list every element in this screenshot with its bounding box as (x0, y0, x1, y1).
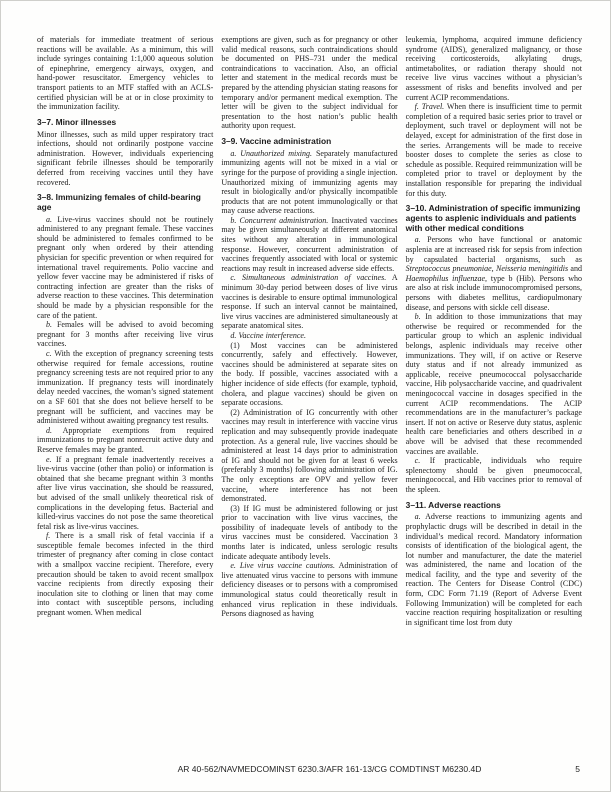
paragraph: f. Travel. When there is insufficient time to permit completion of a required basic series prior to travel or deployment, such travel or deployment will not be delayed, except for administration of the first dose in the series. Arrangements will be made to receive booster doses to complete the series as close to schedule as possible. Required reimmunization will be completed prior to travel or deployment by the installation responsible for preparing the individual for this duty. (405, 102, 582, 198)
paragraph: Minor illnesses, such as mild upper respiratory tract infections, should not ordinarily postpone vaccine administration. However, individuals experiencing significant febrile illnesses should be temporarily deferred from receiving vaccines until they have recovered. (37, 129, 214, 187)
paragraph: a. Adverse reactions to immunizing agents and prophylactic drugs will be described in detail in the individual’s medical record. Mandatory information consists of identification of the biological agent, the lot number and manufacturer, the date the materiel was administered, the name and location of the medical facility, and the type and severity of the reaction. The Centers for Disease Control (CDC) form, CDC Form 71.19 (Report of Adverse Event Following Immunization) will be completed for each vaccine reaction requiring hospitalization or resulting in significant time lost from duty (405, 512, 582, 627)
section-heading: 3–8. Immunizing females of child-bearing age (37, 192, 201, 212)
paragraph: d. Vaccine interference. (230, 331, 306, 341)
paragraph: a. Unauthorized mixing. Separately manufactured immunizing agents will not be mixed in a vial or syringe for the purpose of providing a single injection. Unauthorized mixing of immunizing agents may result in biologically and/or physically incompatible products that are not potent immunologically or that may cause adverse reactions. (221, 148, 398, 216)
section-heading: 3–9. Vaccine administration (221, 135, 332, 146)
paragraph: of materials for immediate treatment of serious reactions will be available. As a minimum, this will include syringes containing 1:1,000 aqueous solution of epinephrine, emergency airways, oxygen, and hand-power resuscitator. Emergency vehicles to transport patients to an MTF staffed with an ACLS-certified physician will be at or in close proximity to the immunization facility. (37, 35, 214, 112)
paragraph: b. Females will be advised to avoid becoming pregnant for 3 months after receiving live virus vaccines. (37, 320, 214, 349)
footer-citation: AR 40-562/NAVMEDCOMINST 6230.3/AFR 161-13/CG COMDTINST M6230.4D (177, 764, 482, 774)
page-footer (37, 764, 582, 774)
column-middle (221, 35, 397, 627)
paragraph: e. Live virus vaccine cautions. Administration of live attenuated virus vaccine to persons with immune deficiency diseases or to persons with a compromised immunological status could theoretically result in enhanced virus replication in these individuals. Persons diagnosed as having (221, 561, 398, 619)
paragraph: exemptions are given, such as for pregnancy or other valid medical reasons, such contraindications should be documented on PHS–731 under the medical contraindications to vaccination. Also, an official letter and statement in the medical records must be prepared by the attending physician stating reasons for temporary and/or permanent medical exemption. The letter will be given to the subject individual for presentation to the host nation’s public health authority upon request. (221, 35, 398, 131)
column-right (406, 35, 582, 627)
paragraph: leukemia, lymphoma, acquired immune deficiency syndrome (AIDS), generalized malignancy, or those receiving corticosteroids, alkylating drugs, antimetabolites, or radiation therapy should not receive live virus vaccines without a physician’s assessment of risks and benefits involved and per current ACIP recommendations. (405, 35, 582, 102)
paragraph: (1) Most vaccines can be administered concurrently, safely and effectively. However, vaccines should be administered at separate sites on the body. If possible, vaccines associated with a higher incidence of side effects (for example, typhoid, cholera, and plague vaccines) should be given on separate occasions. (221, 340, 398, 408)
paragraph: a. Live-virus vaccines should not be routinely administered to any pregnant female. These vaccines should be administered to females confirmed to be pregnant only when ordered by their attending physician for specific prevention or when required for international travel requirements. Polio vaccine and yellow fever vaccine may be administered if risks of contracting infection are greater than the risks of adverse reaction to these vaccines. This determination should be made by a physician responsible for the care of the patient. (37, 214, 214, 320)
paragraph: c. With the exception of pregnancy screening tests otherwise required for female accessions, routine pregnancy screening tests are not required prior to any immunization. If pregnancy tests will inordinately delay needed vaccines, the woman’s signed statement on a SF 601 that she does not believe herself to be pregnant will be sufficient, and vaccines may be administered without awaiting pregnancy test results. (37, 349, 214, 426)
section-heading: 3–10. Administration of specific immunizing agents to asplenic individuals and patients with other medical conditions (405, 203, 581, 233)
paragraph: (3) If IG must be administered following or just prior to vaccination with live virus vaccines, the possibility of inadequate levels of antibody to the virus vaccines must be considered. Vaccination 3 months later is indicated, unless serologic results indicate adequate antibody levels. (221, 503, 398, 561)
paragraph: f. There is a small risk of fetal vaccinia if a susceptible female becomes infected in the third trimester of pregnancy after coming in close contact with a smallpox vaccine recipient. Therefore, every precaution should be taken to avoid recent smallpox vaccine recipients from directly exposing their inoculation site to clothing or linen that may come into contact with susceptible persons, including pregnant women. When medical (37, 531, 214, 618)
section-heading: 3–11. Adverse reactions (405, 499, 501, 510)
text-columns (37, 35, 582, 627)
paragraph: a. Persons who have functional or anatomic asplenia are at increased risk for sepsis from infection by capsulated bacterial organisms, such as Streptococcus pneumoniae, Neisseria meningitidis and Haemophilus influenzae, type b (Hib). Persons who are also at risk include immunocompromised persons, persons with diabetes mellitus, cardiopulmonary disease, and persons with sickle cell disease. (405, 235, 582, 312)
paragraph: b. In addition to those immunizations that may otherwise be required or recommended for the particular group to which an asplenic individual belongs, asplenic individuals may receive other immunizations. They will, if on active or Reserve duty status and if not already immunized as applicable, receive pneumococcal polysaccharide vaccine, Hib polysaccharide vaccine, and quadrivalent meningococcal vaccine in dosages specified in the current ACIP recommendations. The ACIP recommendations are in the manufacturer’s package insert. If not on active or Reserve duty status, asplenic health care beneficiaries and others described in a above will be advised that these recommended vaccines are available. (405, 312, 582, 456)
paragraph: e. If a pregnant female inadvertently receives a live-virus vaccine (other than polio) or information is obtained that she became pregnant within 3 months after live virus vaccination, she should be reassured, but advised of the small unlikely theoretical risk of complications in the developing fetus. Bacterial and killed-virus vaccines do not pose the same theoretical fetal risk as live-virus vaccines. (37, 454, 214, 531)
paragraph: d. Appropriate exemptions from required immunizations to pregnant nonrecruit active duty and Reserve females may be granted. (37, 425, 214, 454)
column-left (37, 35, 213, 627)
paragraph: c. If practicable, individuals who require splenectomy should be given pneumococcal, meningococcal, and Hib vaccines prior to removal of the spleen. (405, 456, 582, 494)
section-heading: 3–7. Minor illnesses (37, 116, 117, 127)
paragraph: (2) Administration of IG concurrently with other vaccines may result in interference with vaccine virus replication and may subsequently provide inadequate protection. As a general rule, live vaccines should be administered at least 14 days prior to administration of IG and should not be given for at least 6 weeks (preferably 3 months) following administration of IG. The only exceptions are OPV and yellow fever vaccine, where interference has not been demonstrated. (221, 407, 398, 504)
paragraph: c. Simultaneous administration of vaccines. A minimum 30-day period between doses of live virus vaccines is desirable to ensure optimal immunological response. If such an interval cannot be maintained, live virus vaccines are administered simultaneously at separate anatomical sites. (221, 273, 398, 331)
page-number: 5 (575, 764, 580, 774)
paragraph: b. Concurrent administration. Inactivated vaccines may be given simultaneously at different anatomical sites without any alteration in immunological response. However, concurrent administration of vaccines frequently associated with local or systemic reactions may result in increased adverse side effects. (221, 215, 398, 273)
